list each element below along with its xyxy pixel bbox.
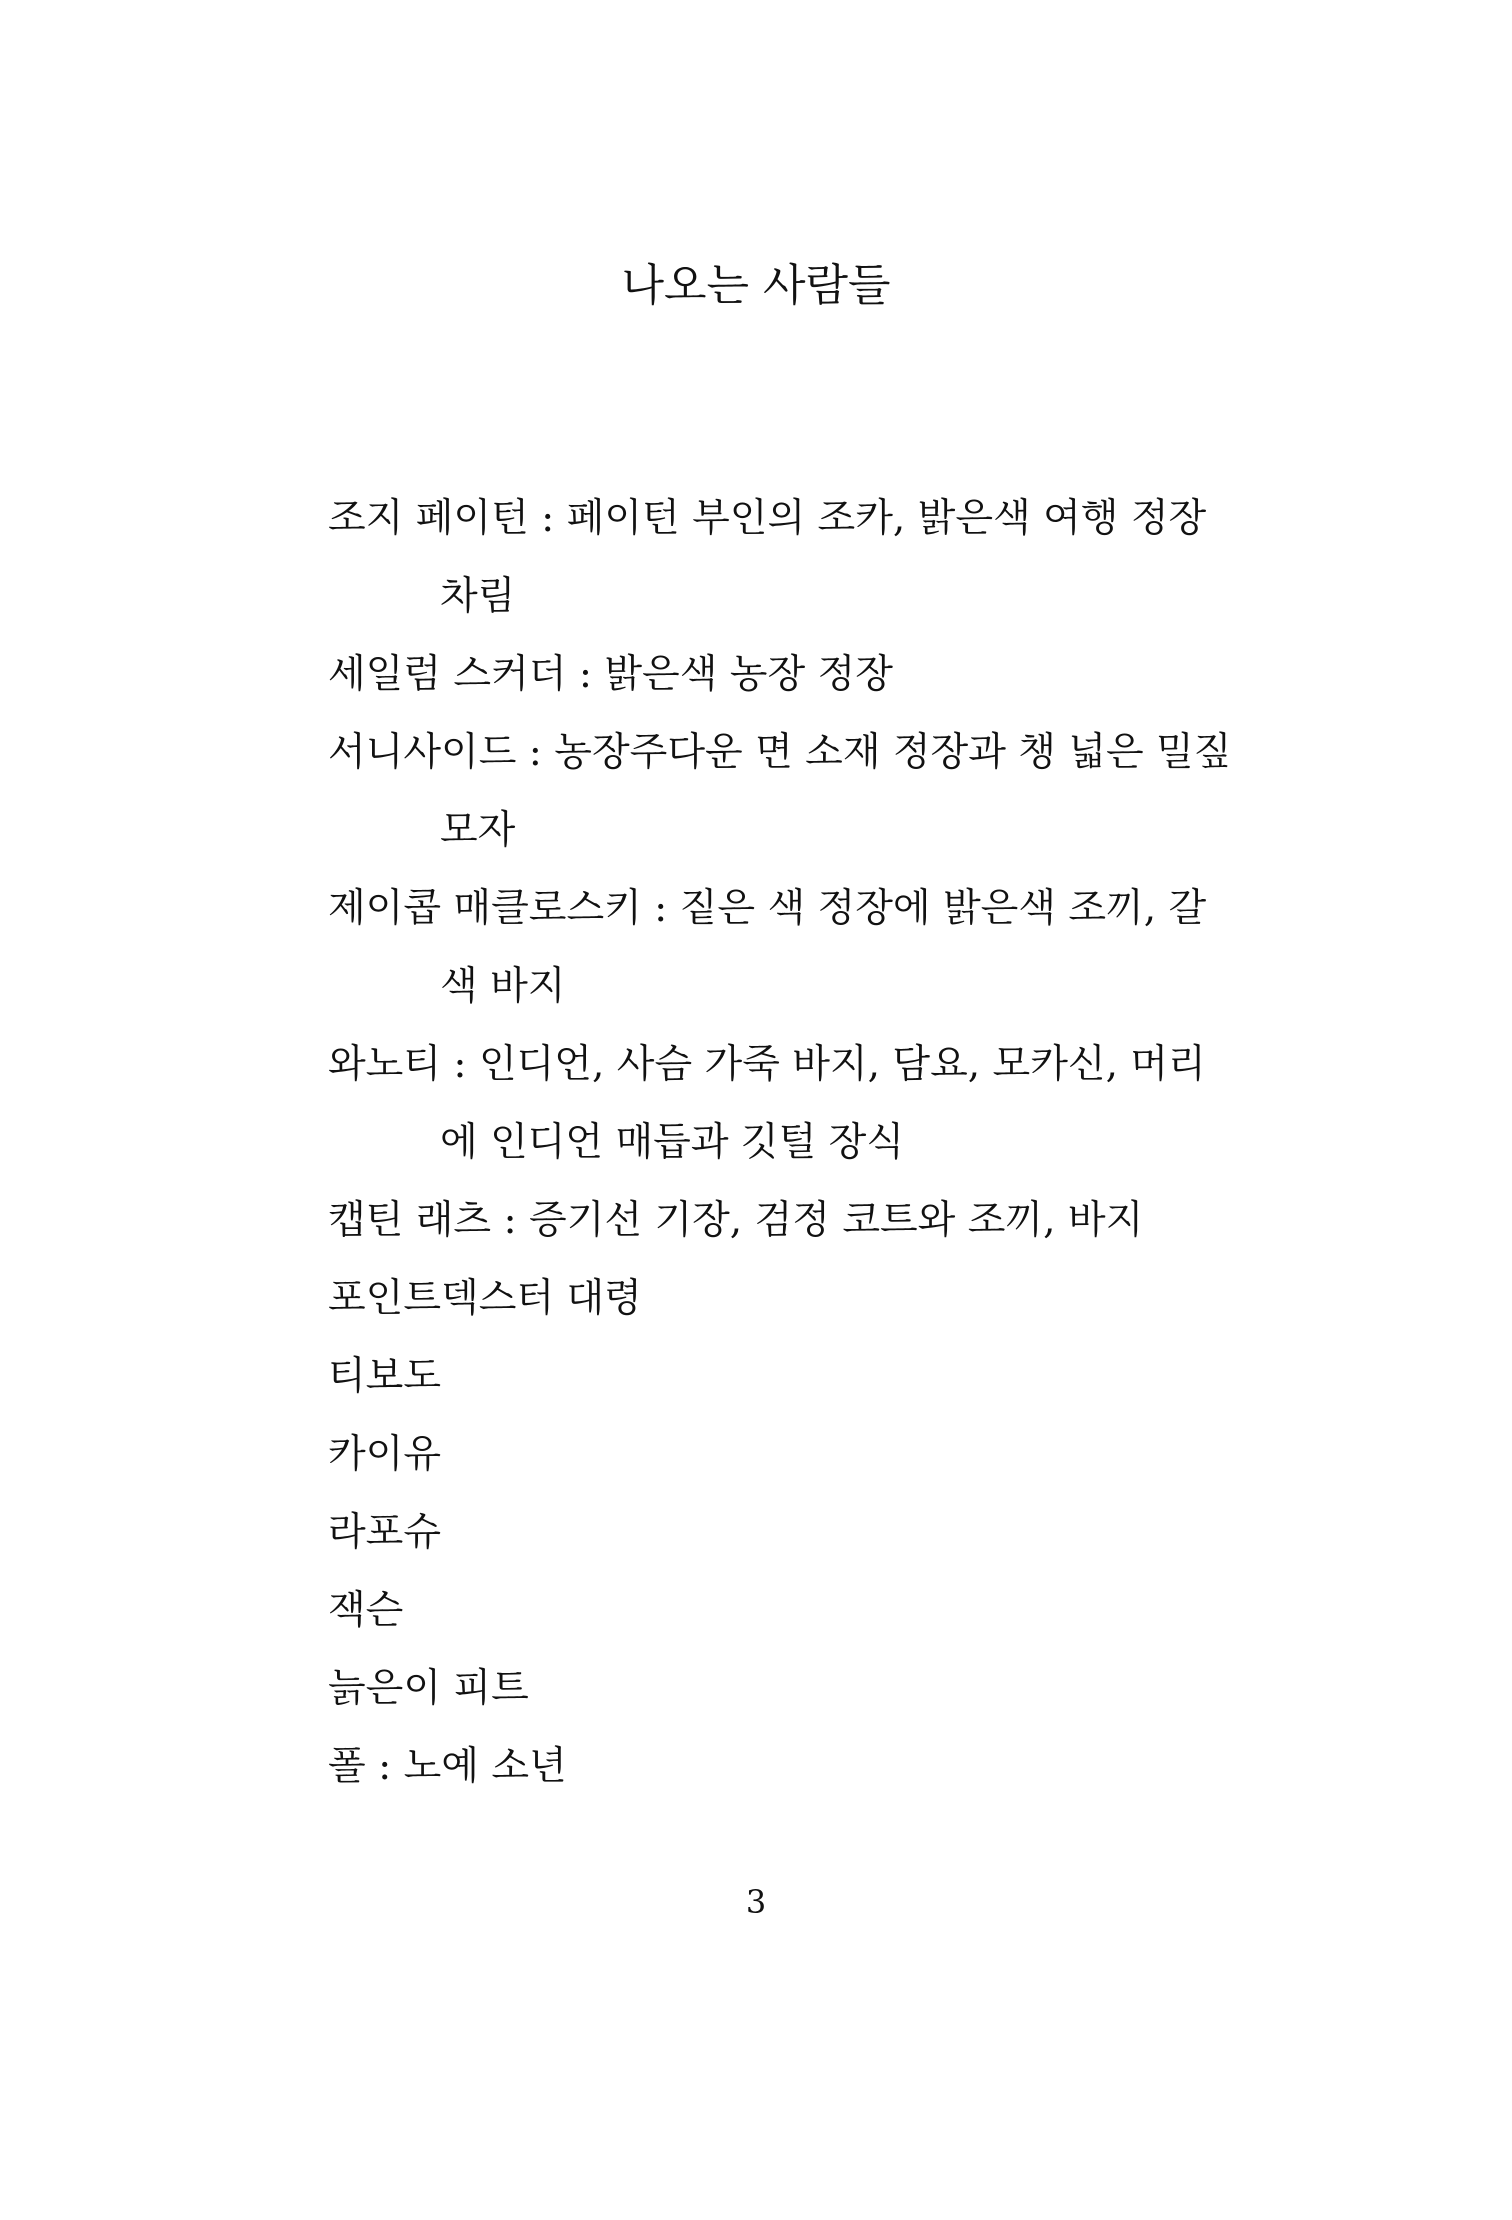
cast-item-wahnotee: 와노티 : 인디언, 사슴 가죽 바지, 담요, 모카신, 머리에 인디언 매듭과 깃털 장식 — [328, 1042, 1206, 1165]
cast-item-caillou: 카이유 — [328, 1432, 442, 1477]
cast-item-paul: 폴 : 노예 소년 — [328, 1744, 567, 1789]
cast-item-salem-scudder: 세일럼 스커더 : 밝은색 농장 정장 — [328, 652, 893, 697]
cast-item-captain-ratts: 캡틴 래츠 : 증기선 기장, 검정 코트와 조끼, 바지 — [328, 1198, 1144, 1243]
cast-item-lafouche: 라포슈 — [328, 1510, 442, 1555]
cast-item-george-payton: 조지 페이턴 : 페이턴 부인의 조카, 밝은색 여행 정장 차림 — [328, 496, 1207, 619]
cast-item-sunnyside: 서니사이드 : 농장주다운 면 소재 정장과 챙 넓은 밀짚모자 — [328, 730, 1232, 853]
cast-list — [328, 480, 1240, 1806]
page-title: 나오는 사람들 — [621, 260, 891, 311]
page-number: 3 — [745, 1883, 767, 1921]
cast-item-old-pete: 늙은이 피트 — [328, 1666, 529, 1711]
cast-item-jackson: 잭슨 — [328, 1588, 404, 1633]
cast-item-thibodeaux: 티보도 — [328, 1354, 442, 1399]
cast-item-jacob-mcclosky: 제이콥 매클로스키 : 짙은 색 정장에 밝은색 조끼, 갈색 바지 — [328, 886, 1207, 1009]
cast-item-colonel-pointdexter: 포인트덱스터 대령 — [328, 1276, 642, 1321]
